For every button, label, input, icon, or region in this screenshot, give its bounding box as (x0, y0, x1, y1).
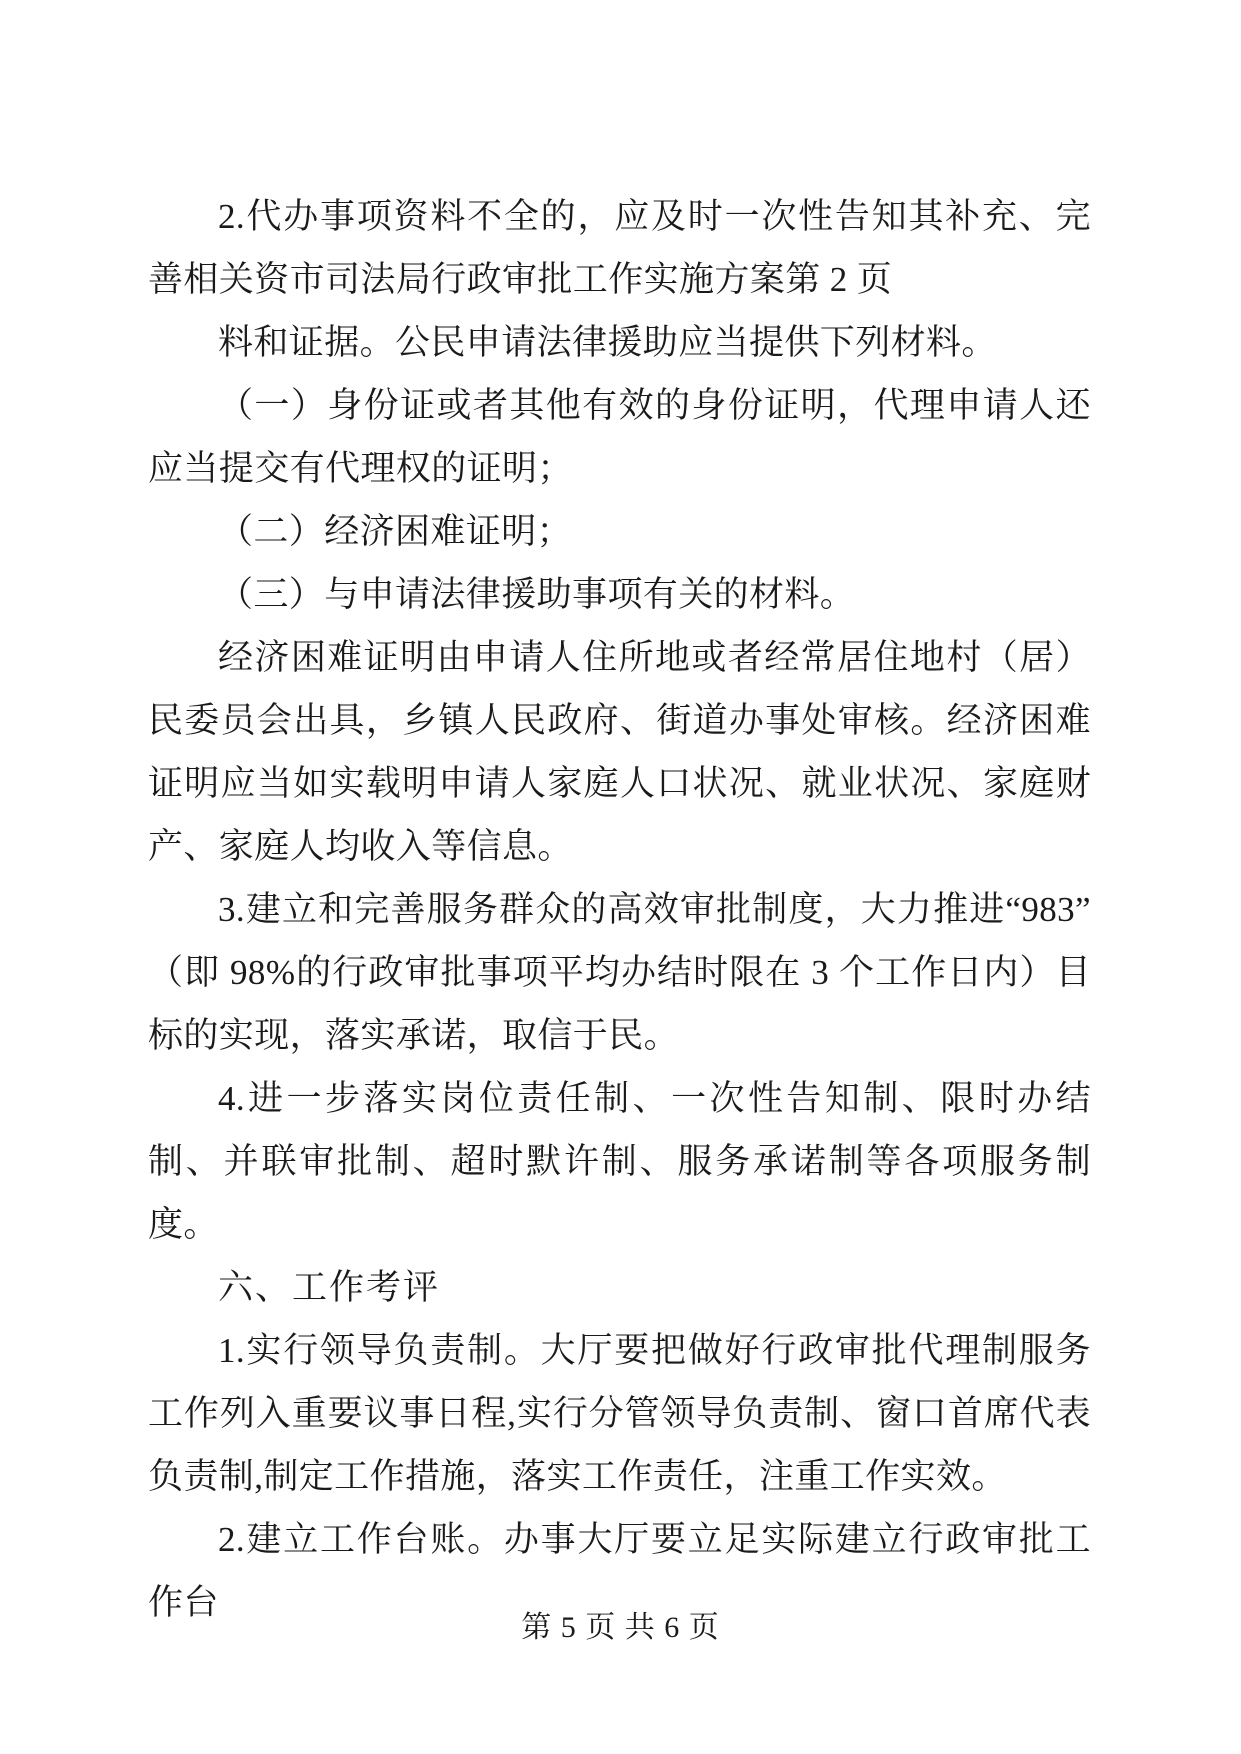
paragraph-hardship-proof: 经济困难证明由申请人住所地或者经常居住地村（居）民委员会出具，乡镇人民政府、街道办事处审核。经济困难证明应当如实载明申请人家庭人口状况、就业状况、家庭财产、家庭人均收入等信息。 (148, 638, 1091, 866)
section-heading-six: 六、工作考评 (218, 1268, 441, 1307)
paragraph-item-two: （二）经济困难证明； (218, 512, 573, 551)
paragraph-item-4: 4.进一步落实岗位责任制、一次性告知制、限时办结制、并联审批制、超时默许制、服务承诺制等各项服务制度。 (148, 1079, 1091, 1244)
paragraph-continuation: 料和证据。公民申请法律援助应当提供下列材料。 (218, 323, 997, 362)
paragraph-item-2: 2.代办事项资料不全的，应及时一次性告知其补充、完善相关资市司法局行政审批工作实施方案第 2 页 (148, 197, 1091, 299)
paragraph-item-3: 3.建立和完善服务群众的高效审批制度，大力推进“983”（即 98%的行政审批事项平均办结时限在 3 个工作日内）目标的实现，落实承诺，取信于民。 (148, 890, 1091, 1055)
paragraph-item-three: （三）与申请法律援助事项有关的材料。 (218, 575, 856, 614)
paragraph-item-one: （一）身份证或者其他有效的身份证明，代理申请人还应当提交有代理权的证明； (148, 386, 1091, 488)
paragraph-eval-1: 1.实行领导负责制。大厅要把做好行政审批代理制服务工作列入重要议事日程,实行分管领导负责制、窗口首席代表负责制,制定工作措施，落实工作责任，注重工作实效。 (148, 1331, 1091, 1496)
page-number-footer: 第 5 页 共 6 页 (521, 1611, 720, 1644)
document-body (148, 185, 1091, 1634)
paragraph-eval-2: 2.建立工作台账。办事大厅要立足实际建立行政审批工作台 (148, 1520, 1091, 1622)
